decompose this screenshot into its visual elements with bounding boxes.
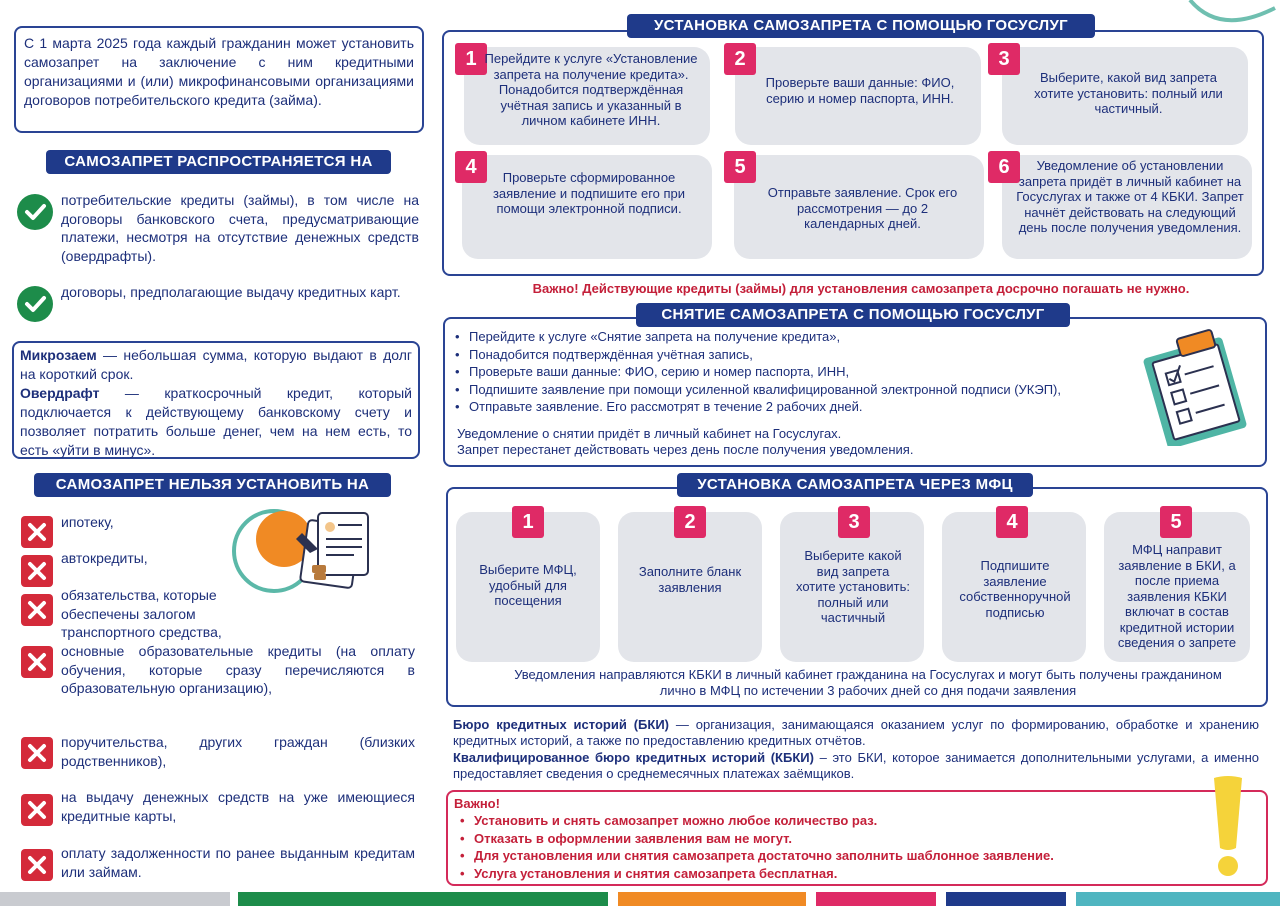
- install-step-num-2: 2: [724, 43, 756, 75]
- intro-box: [14, 26, 424, 133]
- important-item-3: • Для установления или снятия самозапрета достаточно заполнить шаблонное заявление.: [460, 847, 1180, 865]
- term-microloan: Микрозаем: [20, 347, 97, 363]
- mfc-step-text-2: Заполните бланк заявления: [638, 564, 742, 595]
- mfc-step-num-1: 1: [512, 506, 544, 538]
- install-step-num-5: 5: [724, 151, 756, 183]
- intro-text: С 1 марта 2025 года каждый гражданин может установить самозапрет на заключение с ним кредитными организациями и (или) микрофинансовыми организациями договоров потребительского кредита (займа).: [24, 35, 414, 108]
- remove-step-5: • Отправьте заявление. Его рассмотрят в течение 2 рабочих дней.: [455, 398, 1155, 416]
- important-item-2: • Отказать в оформлении заявления вам не могут.: [460, 830, 1180, 848]
- remove-step-2: • Понадобится подтверждённая учётная запись,: [455, 346, 1155, 364]
- not-applies-item-5: поручительства, других граждан (близких родственников),: [61, 734, 415, 769]
- remove-step-4: • Подпишите заявление при помощи усиленной квалифицированной электронной подписи (УКЭП),: [455, 381, 1155, 399]
- install-step-text-3: Выберите, какой вид запрета хотите установить: полный или частичный.: [1034, 70, 1223, 116]
- clipboard-icon: [1138, 328, 1258, 446]
- not-applies-item-4: основные образовательные кредиты (на оплату обучения, которые сразу перечисляются в образовательную организацию),: [61, 643, 415, 696]
- mfc-step-num-2: 2: [674, 506, 706, 538]
- important-title: Важно!: [454, 796, 500, 811]
- install-step-text-1: Перейдите к услуге «Установление запрета на получение кредита». Понадобится подтверждённая учётная запись и указанный в личном кабинете ИНН.: [484, 51, 698, 128]
- term-kbki: Квалифицированное бюро кредитных историй: [453, 750, 766, 765]
- cross-icon: [21, 555, 53, 587]
- decorative-arc: [1180, 0, 1280, 28]
- important-item-1: • Установить и снять самозапрет можно любое количество раз.: [460, 812, 1180, 830]
- remove-step-1: • Перейдите к услуге «Снятие запрета на получение кредита»,: [455, 328, 1155, 346]
- mfc-step-num-3: 3: [838, 506, 870, 538]
- applies-item-1: потребительские кредиты (займы), в том числе на договоры банковского счета, предусматривающие платежи, несмотря на отсутствие денежных средств (овердрафты).: [61, 192, 419, 264]
- install-step-text-2: Проверьте ваши данные: ФИО, серию и номер паспорта, ИНН.: [765, 75, 955, 106]
- not-applies-title: САМОЗАПРЕТ НЕЛЬЗЯ УСТАНОВИТЬ НА: [34, 473, 391, 497]
- mfc-step-text-3: Выберите какой вид запрета хотите установить: полный или частичный: [796, 548, 910, 625]
- install-step-num-1: 1: [455, 43, 487, 75]
- important-list: [460, 812, 1180, 882]
- gosuslugi-install-title: УСТАНОВКА САМОЗАПРЕТА С ПОМОЩЬЮ ГОСУСЛУГ: [627, 14, 1095, 38]
- install-important-note: Важно! Действующие кредиты (займы) для установления самозапрета досрочно погашать не нужно.: [532, 281, 1190, 296]
- check-icon: [17, 194, 53, 230]
- not-applies-item-1: ипотеку,: [61, 514, 114, 530]
- gosuslugi-remove-title: СНЯТИЕ САМОЗАПРЕТА С ПОМОЩЬЮ ГОСУСЛУГ: [636, 303, 1070, 327]
- term-overdraft: Овердрафт: [20, 385, 100, 401]
- remove-note-2: Запрет перестанет действовать через день после получения уведомления.: [457, 442, 914, 457]
- footer-strip-orange: [618, 892, 806, 906]
- glossary-bki: Бюро кредитных историй (БКИ) — организация, занимающаяся оказанием услуг по формированию, обработке и хранению кредитных историй, а также по предоставлению кредитных отчётов.: [453, 717, 1259, 748]
- exclamation-icon: [1208, 774, 1248, 878]
- install-step-num-6: 6: [988, 151, 1020, 183]
- not-applies-item-3: обязательства, которые обеспечены залогом транспортного средства,: [61, 587, 222, 640]
- install-step-num-3: 3: [988, 43, 1020, 75]
- glossary-left-box: [12, 341, 420, 459]
- important-item-4: • Услуга установления и снятия самозапрета бесплатная.: [460, 865, 1180, 883]
- cross-icon: [21, 646, 53, 678]
- install-step-text-4: Проверьте сформированное заявление и подпишите его при помощи электронной подписи.: [492, 170, 686, 216]
- cross-icon: [21, 516, 53, 548]
- remove-note-1: Уведомление о снятии придёт в личный кабинет на Госуслугах.: [457, 426, 842, 441]
- footer-strip-green: [238, 892, 608, 906]
- glossary-overdraft: Овердрафт — краткосрочный кредит, который подключается к действующему банковскому счету и позволяет потратить больше денег, чем на нем есть, то есть «уйти в минус».: [20, 385, 412, 458]
- mfc-note: Уведомления направляются КБКИ в личный кабинет гражданина на Госуслугах и могут быть получены гражданином лично в МФЦ по истечении 3 рабочих дней со дня подачи заявления: [514, 667, 1222, 698]
- footer-strip-navy: [946, 892, 1066, 906]
- footer-strip-teal: [1076, 892, 1280, 906]
- footer-strip-pink: [816, 892, 936, 906]
- install-step-text-5: Отправьте заявление. Срок его рассмотрения — до 2 календарных дней.: [767, 185, 958, 231]
- mfc-step-text-4: Подпишите заявление собственноручной подписью: [959, 558, 1071, 620]
- term-bki: Бюро кредитных историй: [453, 717, 627, 732]
- cross-icon: [21, 594, 53, 626]
- not-applies-item-2: автокредиты,: [61, 550, 148, 566]
- install-step-text-6: Уведомление об установлении запрета придёт в личный кабинет на Госуслугах и также от 4 КБКИ. Запрет начнёт действовать на следующий день после получения уведомления.: [1016, 158, 1244, 235]
- check-icon: [17, 286, 53, 322]
- remove-steps-list: [455, 328, 1155, 416]
- cross-icon: [21, 849, 53, 881]
- not-applies-item-7: оплату задолженности по ранее выданным кредитам или займам.: [61, 845, 415, 880]
- mfc-title: УСТАНОВКА САМОЗАПРЕТА ЧЕРЕЗ МФЦ: [677, 473, 1033, 497]
- mfc-step-num-5: 5: [1160, 506, 1192, 538]
- remove-step-3: • Проверьте ваши данные: ФИО, серию и номер паспорта, ИНН,: [455, 363, 1155, 381]
- glossary-microloan: Микрозаем — небольшая сумма, которую выдают в долг на короткий срок.: [20, 347, 412, 382]
- footer-strip-gray: [0, 892, 230, 906]
- cross-icon: [21, 794, 53, 826]
- mfc-step-text-1: Выберите МФЦ, удобный для посещения: [479, 562, 577, 608]
- applies-item-2: договоры, предполагающие выдачу кредитных карт.: [61, 284, 401, 300]
- mfc-step-text-5: МФЦ направит заявление в БКИ, а после приема заявления КБКИ включат в состав кредитной истории сведения о запрете: [1117, 542, 1237, 650]
- install-step-num-4: 4: [455, 151, 487, 183]
- applies-title: САМОЗАПРЕТ РАСПРОСТРАНЯЕТСЯ НА: [46, 150, 391, 174]
- glossary-kbki: Квалифицированное бюро кредитных историй (КБКИ) – это БКИ, которое занимается дополнительными услугами, а именно предоставляет сведения о среднемесячных платежах заёмщиков.: [453, 750, 1259, 781]
- not-applies-item-6: на выдачу денежных средств на уже имеющиеся кредитные карты,: [61, 789, 415, 824]
- mfc-step-num-4: 4: [996, 506, 1028, 538]
- cross-icon: [21, 737, 53, 769]
